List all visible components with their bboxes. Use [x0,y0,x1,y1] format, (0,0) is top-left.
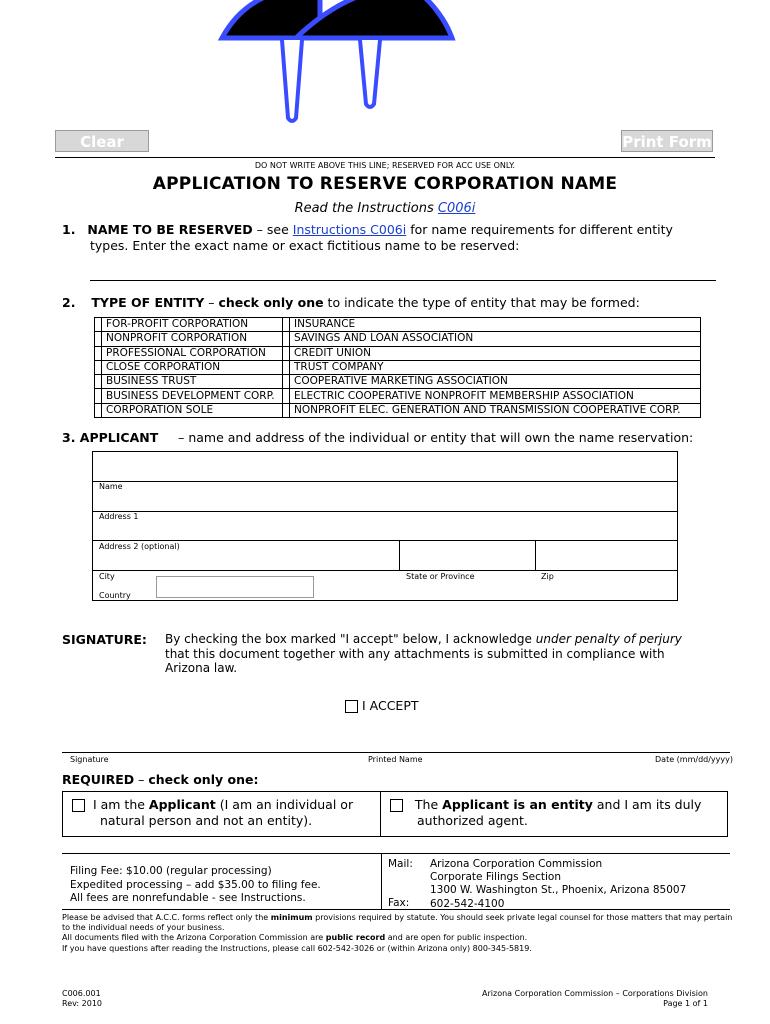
name-to-reserve-input[interactable] [90,280,716,281]
city-label: City [99,572,115,581]
country-input[interactable] [156,576,314,598]
divider [535,540,536,570]
clear-form-button[interactable]: Clear Form [55,130,149,152]
entity-label: BUSINESS TRUST [102,375,283,389]
signature-label: Signature [70,755,109,764]
applicant-individual-checkbox[interactable] [72,799,85,812]
applicant-entity-checkbox[interactable] [390,799,403,812]
section-1-instructions-link[interactable]: Instructions C006i [292,222,407,237]
entity-checkbox[interactable] [283,332,290,346]
applicant-name-input[interactable] [93,452,677,481]
agent-option [390,797,720,829]
mail-line-1: Arizona Corporation Commission [430,858,603,870]
reserved-note: DO NOT WRITE ABOVE THIS LINE; RESERVED FOR ACC USE ONLY. [254,161,516,170]
advice-c: to the individual needs of your business. [62,923,225,933]
section-2-dash: – [204,295,219,310]
form-id: C006.001 [62,989,101,998]
entity-label: PROFESSIONAL CORPORATION [102,346,283,360]
entity-label: ELECTRIC COOPERATIVE NONPROFIT MEMBERSHIP ASSOCIATION [290,389,701,403]
zip-label: Zip [541,572,554,581]
divider [92,540,678,541]
table-row [95,403,701,417]
entity-label: TRUST COMPANY [290,360,701,374]
section-1-dash: – see [252,222,293,237]
section-3 [62,430,742,445]
printed-name-label: Printed Name [368,755,423,764]
advice-bold: minimum [270,913,313,922]
divider [92,481,678,482]
required-bold: check only one: [148,772,259,787]
option-1-bold: Applicant [148,797,216,812]
address-1-label: Address 1 [99,512,139,521]
country-label: Country [99,591,131,600]
signature-text-a: By checking the box marked "I accept" below, I acknowledge [165,632,536,646]
section-2-number: 2. [62,295,76,310]
entity-checkbox[interactable] [283,389,290,403]
mail-line-3: 1300 W. Washington St., Phoenix, Arizona 85007 [430,884,687,897]
table-row [95,346,701,360]
read-instructions [0,201,770,216]
section-1-text-b: types. Enter the exact name or exact fictitious name to be reserved: [90,238,520,253]
entity-checkbox[interactable] [95,346,102,360]
entity-checkbox[interactable] [95,403,102,417]
option-2-a: The [414,797,443,812]
entity-label: CORPORATION SOLE [102,403,283,417]
signature-heading: SIGNATURE [62,632,142,647]
address-2-input[interactable] [93,522,677,539]
advice-b: provisions required by statute. You should seek private legal counsel for those matters that may pertain [312,913,733,922]
entity-label: CLOSE CORPORATION [102,360,283,374]
entity-checkbox[interactable] [283,360,290,374]
table-row [95,360,701,374]
record-bold: public record [325,933,386,943]
print-form-button[interactable]: Print Form [621,130,713,152]
instructions-link[interactable]: C006i [437,201,476,216]
record-a: All documents filed with the Arizona Corporation Commission are [62,933,326,943]
table-row [95,375,701,389]
state-label: State or Province [406,572,475,581]
accept-label: I ACCEPT [361,698,419,713]
fee-line-2: Expedited processing – add $35.00 to filing fee. [70,878,321,891]
divider [399,540,400,570]
entity-label: SAVINGS AND LOAN ASSOCIATION [290,332,701,346]
signature-statement [165,632,705,676]
option-2-b: and I am its duly [592,797,702,812]
signature-line[interactable] [62,752,730,753]
signature-text-c: Arizona law. [165,661,238,675]
signature-text-b: that this document together with any attachments is submitted in compliance with [165,646,665,661]
fax-number: 602-542-4100 [430,897,505,910]
entity-label: NONPROFIT ELEC. GENERATION AND TRANSMISSION COOPERATIVE CORP. [290,403,701,417]
option-1-a: I am the [92,797,149,812]
signature-colon: : [141,632,147,647]
table-row [95,389,701,403]
entity-checkbox[interactable] [283,375,290,389]
mail-line-2: Corporate Filings Section [430,871,561,884]
entity-label: CREDIT UNION [290,346,701,360]
section-1 [62,222,722,254]
acc-logo-icon [190,0,470,130]
divider [92,511,678,512]
divider [381,853,382,909]
section-1-text-a: for name requirements for different entity [406,222,673,237]
option-2-c: authorized agent. [417,813,528,828]
divider [62,853,730,854]
table-row [95,318,701,332]
required-heading-row [62,772,258,787]
entity-label: FOR-PROFIT CORPORATION [102,318,283,332]
date-label: Date (mm/dd/yyyy) [655,755,733,764]
signature-italic: under penalty of perjury [535,632,682,646]
questions: If you have questions after reading the Instructions, please call 602-542-3026 or (within Arizona only) 800-345-5819. [62,943,532,953]
divider [92,570,678,571]
mail-label: Mail: [388,858,413,870]
reserved-divider [55,157,715,158]
entity-checkbox[interactable] [95,318,102,332]
section-2-bold: check only one [218,295,324,310]
entity-label: COOPERATIVE MARKETING ASSOCIATION [290,375,701,389]
option-1-b: (I am an individual or [215,797,354,812]
table-row [95,332,701,346]
section-3-heading: 3. APPLICANT [62,430,159,445]
name-label: Name [99,482,123,491]
accept-row [345,698,419,713]
entity-checkbox[interactable] [95,332,102,346]
entity-label: INSURANCE [290,318,701,332]
entity-label: BUSINESS DEVELOPMENT CORP. [102,389,283,403]
mail-address [430,858,686,911]
form-rev: Rev: 2010 [62,999,103,1008]
entity-checkbox[interactable] [95,389,102,403]
address-2-label: Address 2 (optional) [99,542,180,551]
fax-label: Fax: [388,897,410,909]
address-1-input[interactable] [93,492,677,510]
read-prefix: Read the Instructions [294,201,438,216]
entity-checkbox[interactable] [283,403,290,417]
form-id-block [62,989,102,1009]
record-b: and are open for public inspection. [385,933,528,943]
accept-checkbox[interactable] [345,700,358,713]
option-1-c: natural person and not an entity). [100,813,313,828]
section-2-heading: TYPE OF ENTITY [91,295,205,310]
entity-checkbox[interactable] [283,346,290,360]
entity-checkbox[interactable] [95,360,102,374]
signature-heading-wrap [62,632,147,647]
section-3-text: – name and address of the individual or entity that will own the name reservation: [178,430,694,445]
advice-a: Please be advised that A.C.C. forms reflect only the [62,913,271,922]
required-dash: – [134,772,149,787]
section-2-text: to indicate the type of entity that may be formed: [323,295,640,310]
section-2 [62,295,742,310]
entity-checkbox[interactable] [95,375,102,389]
section-1-heading: NAME TO BE RESERVED [87,222,253,237]
applicant-option [72,797,372,829]
divider [380,791,381,837]
option-2-bold: Applicant is an entity [442,797,593,812]
page-number: Page 1 of 1 [663,999,708,1008]
org-name: Arizona Corporation Commission – Corporations Division [482,989,708,998]
entity-label: NONPROFIT CORPORATION [102,332,283,346]
fees-block [70,865,321,906]
footer-notes [62,913,742,954]
fee-line-3: All fees are nonrefundable - see Instructions. [70,892,306,904]
required-heading: REQUIRED [62,772,135,787]
fee-line-1: Filing Fee: $10.00 (regular processing) [70,865,272,877]
page-title: APPLICATION TO RESERVE CORPORATION NAME [152,174,618,194]
entity-type-table [94,317,701,418]
entity-checkbox[interactable] [283,318,290,332]
section-1-number: 1. [62,222,76,237]
org-block [482,989,708,1009]
